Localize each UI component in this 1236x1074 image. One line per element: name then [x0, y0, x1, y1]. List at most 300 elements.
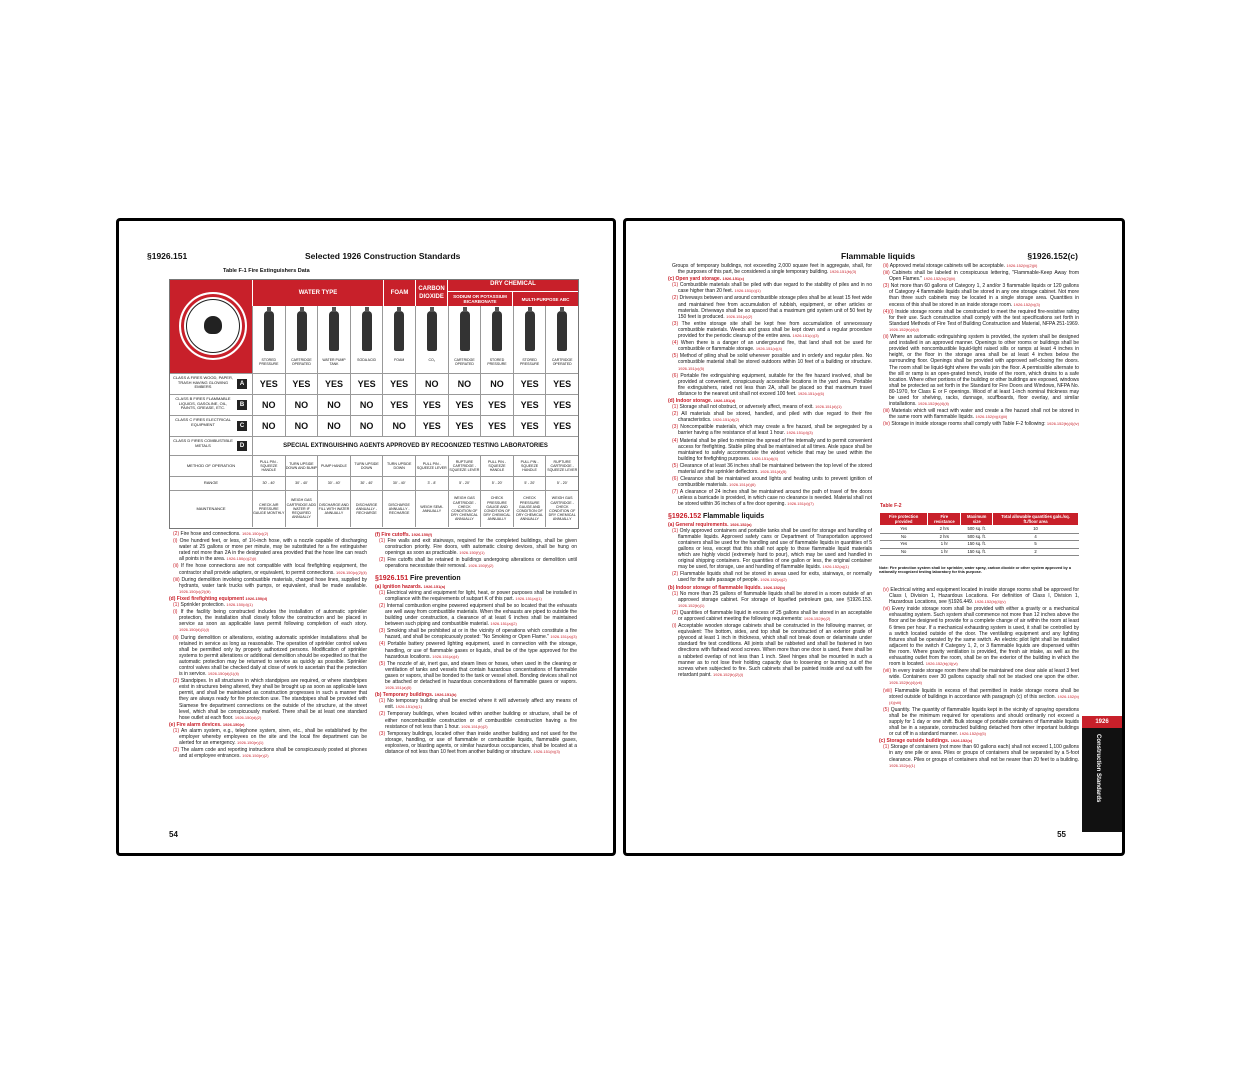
methods-cell — [285, 455, 318, 476]
paragraph — [379, 538, 577, 557]
class-cell — [382, 373, 415, 394]
paragraph-label: (1) — [672, 527, 679, 534]
left-header-section: §1926.151 — [147, 251, 188, 261]
paragraph-text: Storage shall not obstruct, or adversely affect, means of exit. — [679, 404, 814, 411]
paragraph — [883, 334, 1080, 408]
maintenance-value: WEIGH SEMI-ANNUALLY — [420, 504, 444, 513]
maintenance-row-label: MAINTENANCE — [170, 490, 252, 527]
paragraph — [672, 623, 872, 678]
paragraph-label: (i) — [173, 609, 178, 616]
class-cell — [513, 394, 546, 415]
subgroup-multipurpose: MULTI-PURPOSE ABC — [512, 291, 578, 306]
class-row-label-text: CLASS B FIRES FLAMMABLE LIQUIDS, GASOLINE, OIL, PAINTS, GREASE, ETC. — [175, 396, 231, 411]
class-cell — [285, 373, 318, 394]
paragraph-label: (ii) — [173, 563, 179, 570]
paragraph-ref: 1926.152(b)(2)(i) — [713, 671, 744, 677]
paragraph-text: During demolition involving combustible materials, charged hose lines, supplied by hydrants, water tank trucks with pumps, or equivalent, shall be made available. — [179, 576, 368, 589]
paragraph-ref: 1926.152(b)(4)(vi) — [925, 661, 958, 667]
paragraph-ref: 1926.151(c)(2) — [726, 313, 753, 319]
paragraph — [173, 634, 368, 678]
paragraph-label: (5) — [672, 462, 679, 469]
paragraph-text: Standpipes. In all structures in which standpipes are required, or where standpipes exist in structures being altered, they shall be brought up as soon as applicable laws permit, and shall be maintained as construction progresses in such a manner that they are always ready for fire protection use. The standpipes shall be provided with Siamese fire department connections on the outside of the structure, at the street level, which shall be conspicuously marked. There shall be at least one standard hose outlet at each floor. — [179, 678, 368, 721]
paragraph-text: Cabinets shall be labeled in conspicuous lettering, "Flammable-Keep Away from Open Flames." — [889, 270, 1080, 283]
class-cell-value: YES — [455, 400, 474, 410]
maintenance-cell — [415, 490, 448, 527]
paragraph — [672, 462, 872, 475]
paragraph-text: Clearance shall be maintained around lights and heating units to prevent ignition of combustible materials. — [678, 476, 872, 489]
paragraph-ref: 1926.152(b)(4)(ii) — [917, 401, 949, 407]
paragraph-text: Every inside storage room shall be provided with either a gravity or a mechanical exhausting system. Such system shall commence not more than 12 inches above the floor and be designed to provide for a complete change of air within the room at least 6 times per hour. If a mechanical exhausting system is used, it shall be controlled by a switch located outside of the door. The ventilating equipment and any lighting fixtures shall be operated by the same switch. An electric pilot light shall be installed adjacent to the switch if Category 1, 2, or 3 flammable liquids are dispensed within the room. Where gravity ventilation is provided, the fresh air intake, as well as the exhausting outlet from the room, shall be on the exterior of the building in which the room is located. — [889, 606, 1080, 668]
table-f2-cell: 10 — [993, 526, 1079, 534]
paragraph-ref: 1926.150(c)(2)(iii) — [179, 588, 211, 594]
paragraph-ref: 1926.151(c)(5) — [678, 365, 705, 371]
paragraph-label: (2) — [379, 602, 386, 609]
paragraph — [379, 660, 577, 691]
paragraph — [672, 372, 873, 397]
paragraph-label: (6) — [672, 476, 679, 483]
paragraph-ref: 1926.150(d)(1)(ii) — [207, 671, 239, 677]
paragraph-label: (iii) — [883, 270, 890, 277]
paragraph-ref: 1926.152(a)(2) — [760, 577, 787, 583]
paragraph-label: (2) — [173, 678, 180, 685]
paragraph-text: Materials which will react with water and create a fire hazard shall not be stored in the same room with flammable liquids. — [889, 408, 1079, 421]
class-d-label — [170, 436, 252, 455]
paragraph-ref: 1926.150(c)(2)(ii) — [336, 569, 367, 575]
table-f1-title: Table F-1 Fire Extinguishers Data — [223, 268, 310, 274]
methods-value: TURN UPSIDE DOWN — [387, 461, 412, 470]
paragraph — [672, 282, 872, 295]
paragraph-label: (1) — [379, 538, 386, 545]
right-column-2 — [879, 263, 1079, 428]
table-f2-cell: 2 hrs — [928, 526, 961, 534]
paragraph-label: (v) — [883, 587, 889, 593]
paragraph-ref: 1926.151(b)(3) — [533, 749, 560, 754]
maintenance-value: WEIGH GAS CARTRIDGE ADD WATER IF REQUIRED ANNUALLY — [286, 498, 317, 520]
subsection-title: (e) Fire alarm devices. — [169, 721, 222, 728]
left-column-1 — [169, 531, 367, 760]
paragraph — [173, 609, 367, 633]
class-cell — [448, 415, 481, 436]
paragraph-label: (6) — [672, 372, 679, 379]
paragraph-text: Temporary buildings, located other than inside another building and not used for the storage, handling, or use of flammable or combustible liquids, flammable gases, explosives, or blasting agents, or similar hazardous occupancies, shall be located at a distance of not less than 10 feet from another building or structure. — [385, 730, 577, 755]
class-cell-value: NO — [327, 421, 341, 431]
methods-cell — [480, 455, 513, 476]
paragraph-ref: 1926.152(c)(1) — [889, 762, 916, 768]
subsection-title: (a) Ignition hazards. — [375, 583, 423, 590]
table-f2-cell: 5 — [993, 541, 1079, 549]
right-column-1 — [668, 263, 872, 679]
paragraph — [173, 538, 367, 563]
maintenance-value: DISCHARGE ANNUALLY - RECHARGE — [355, 502, 378, 516]
ranges-value: 30' - 40' — [392, 481, 406, 486]
ranges-value: 5' - 20' — [491, 481, 503, 486]
class-d-special-agents: SPECIAL EXTINGUISHING AGENTS APPROVED BY RECOGNIZED TESTING LABORATORIES — [252, 436, 578, 455]
extinguisher-cell — [285, 306, 318, 373]
paragraph-ref: 1926.151(d)(4) — [751, 455, 779, 461]
paragraph-label: (1) — [672, 282, 679, 289]
ranges-cell — [448, 476, 481, 490]
class-row-label-text: CLASS C FIRES ELECTRICAL EQUIPMENT — [175, 417, 231, 427]
class-c-icon: C — [237, 421, 247, 431]
ranges-value: 30' - 40' — [327, 481, 341, 486]
paragraph-label: (4)(i) — [883, 308, 894, 315]
paragraph-ref: 1926.152(b)(4)(iv) — [1046, 421, 1079, 427]
paragraph-text: When there is a danger of an underground fire, that land shall not be used for combustible or flammable storage. — [678, 340, 873, 353]
paragraph-label: (vi) — [883, 606, 890, 613]
paragraph-label: (ii) — [883, 334, 889, 341]
paragraph-text: Temporary buildings, when located within another building or structure, shall be of either noncombustible construction or of combustible construction having a fire resistance of not less than 1 hour. — [385, 711, 577, 730]
maintenance-cell — [480, 490, 513, 527]
ranges-value: 5' - 20' — [524, 481, 535, 486]
paragraph-text: The entire storage site shall be kept free from accumulation of unnecessary combustible materials. Weeds and grass shall be kept down and a regular procedure provided for the periodic cleanup of the entire area. — [678, 320, 872, 340]
extinguisher-caption: CARTRIDGE OPERATED — [551, 358, 573, 366]
paragraph-text: Noncompatible materials, which may create a fire hazard, shall be segregated by a barrier having a fire resistance of at least 1 hour. — [678, 424, 872, 437]
maintenance-cell — [513, 490, 546, 527]
table-f2-cell: 150 sq. ft. — [961, 541, 993, 549]
methods-cell — [252, 455, 285, 476]
table-f2-row — [880, 541, 1079, 549]
paragraph-ref: 1926.152(b)(1) — [678, 602, 705, 608]
ranges-cell — [252, 476, 285, 490]
subsection-ref: 1926.151(c) — [722, 276, 745, 282]
paragraph — [672, 527, 872, 571]
paragraph-text: Sprinkler protection. — [180, 602, 225, 609]
extinguisher-icon — [492, 311, 502, 351]
maintenance-value: WEIGH GAS CARTRIDGE - CHECK CONDITION OF DRY CHEMICAL ANNUALLY — [450, 496, 478, 522]
class-cell — [448, 394, 481, 415]
table-f2-note: Note: Fire protection system shall be sprinkler, water spray, carbon dioxide or other system approved by a nationally recognized testing laboratory for this purpose. — [879, 566, 1071, 575]
methods-cell — [382, 455, 415, 476]
extinguisher-cell — [415, 306, 448, 373]
methods-value: TURN UPSIDE DOWN — [354, 461, 379, 470]
subsection-ref: 1926.150(d) — [245, 595, 268, 601]
methods-row-label: METHOD OF OPERATION — [170, 455, 252, 476]
paragraph-text: Smoking shall be prohibited at or in the vicinity of operations which constitute a fire hazard, and shall be conspicuously posted: "No Smoking or Open Flame." — [385, 628, 577, 641]
subsection-title: (f) Fire cutoffs. — [375, 532, 410, 538]
left-column-2 — [375, 531, 577, 756]
table-f2-header: Total allowable quantities gals./sq. ft./floor area — [993, 513, 1079, 526]
paragraph-label: (7) — [672, 489, 679, 496]
paragraph-ref: 1926.150(d)(1) — [226, 602, 253, 608]
class-cell — [415, 415, 448, 436]
class-cell-value: YES — [324, 379, 343, 389]
class-cell-value: YES — [292, 379, 311, 389]
paragraph — [883, 283, 1080, 308]
paragraph — [173, 563, 368, 576]
table-f2-cell: 2 — [993, 548, 1079, 556]
paragraph-ref: 1926.151(d)(7) — [787, 501, 814, 507]
paragraph-ref: 1926.151(b)(2) — [461, 723, 488, 729]
paragraph-label: (ii) — [883, 263, 889, 269]
maintenance-value: CHECK PRESSURE GAUGE AND CONDITION OF DRY CHEMICAL ANNUALLY — [516, 496, 544, 522]
maintenance-cell — [350, 490, 383, 527]
paragraph-text: Where an automatic extinguishing system is provided, the system shall be designed and installed in an approved manner. Openings to other rooms or buildings shall be provided with noncombustible liquid-tight raised sills or ramps at least 4 inches in height, or the floor in the storage area shall be at least 4 inches below the surrounding floor. Openings shall be provided with approved self-closing fire doors. The room shall be liquid-tight where the walls join the floor. A permissible alternate to the sill or ramp is an open-grated trench, inside of the room, which drains to a safe location. Where other portions of the building or other buildings are exposed, windows shall be protected as set forth in the Standard for Fire Doors and Windows, NFPA No. 80-1970, for Class E or F openings. Wood of at least 1-inch nominal thickness may be used for shelving, racks, dunnage, scuffboards, floor overlay, and similar installations. — [889, 334, 1080, 408]
paragraph-ref: 1926.151(a)(4) — [432, 653, 459, 659]
class-cell-value: YES — [259, 379, 278, 389]
paragraph-ref: 1926.150(e)(2) — [242, 753, 269, 759]
paragraph-ref: 1926.152(b)(4)(i) — [889, 326, 920, 332]
subsection-title: (c) Open yard storage. — [668, 276, 722, 283]
methods-value: RUPTURE CARTRIDGE - SQUEEZE LEVER — [547, 459, 578, 473]
paragraph-ref: 1926.150(e)(1) — [237, 740, 264, 746]
table-f2-cell: 1 hr — [928, 548, 961, 556]
paragraph-ref: 1926.151(a)(2) — [490, 621, 517, 627]
class-cell — [350, 394, 383, 415]
class-cell — [382, 415, 415, 436]
right-header-section: §1926.152(c) — [1027, 251, 1078, 261]
methods-cell — [415, 455, 448, 476]
paragraph-label: (5) — [379, 660, 386, 667]
section-heading — [668, 512, 872, 521]
class-cell-value: NO — [359, 421, 374, 431]
class-cell — [545, 373, 578, 394]
paragraph-label: (5) — [883, 706, 890, 713]
paragraph-ref: 1926.151(b)(3) — [829, 269, 857, 275]
subsection-ref: 1926.151(b) — [434, 692, 457, 698]
table-f2-cell: No — [880, 548, 928, 556]
paragraph-text: Driveways between and around combustible storage piles shall be at least 15 feet wide and maintained free from accumulation of rubbish, equipment, or other articles or materials. Driveways shall be so spaced that a maximum grid system unit of 50 feet by 150 feet is produced. — [678, 295, 872, 320]
section-number: §1926.152 — [668, 512, 702, 520]
paragraph-text: In every inside storage room there shall be maintained one clear aisle at least 3 feet wide. Containers over 30 gallons capacity shall not be stacked one upon the other. — [889, 668, 1079, 681]
paragraph-ref: 1926.151(d)(6) — [729, 482, 756, 488]
extinguisher-caption: WATER PUMP TANK — [322, 358, 346, 366]
extinguisher-caption: SODA ACID — [357, 358, 377, 362]
class-a-icon: A — [237, 379, 247, 389]
paragraph-ref: 1926.151(b)(1) — [395, 704, 423, 710]
paragraph — [173, 678, 368, 721]
maintenance-cell — [252, 490, 285, 527]
paragraph-ref: 1926.152(a)(1) — [822, 564, 849, 570]
paragraph-ref: 1926.150(c)(2)(i) — [226, 556, 257, 562]
paragraph-ref: 1926.150(f)(1) — [459, 550, 485, 556]
paragraph-label: (i) — [672, 623, 677, 630]
section-title: Fire prevention — [410, 574, 461, 582]
extinguisher-caption: STORED PRESSURE — [519, 358, 540, 366]
class-cell — [448, 373, 481, 394]
paragraph-ref: 1926.150(c)(2) — [241, 531, 269, 536]
class-cell-value: YES — [422, 400, 441, 410]
class-cell — [317, 415, 350, 436]
paragraph — [379, 698, 578, 711]
paragraph — [672, 424, 872, 437]
class-cell-value: NO — [457, 379, 472, 389]
side-tab — [1082, 716, 1122, 832]
paragraph-label: (1) — [173, 727, 180, 734]
subsection-ref: 1926.151(a) — [423, 583, 446, 589]
paragraph-label: (1) — [883, 744, 890, 751]
paragraph-text: Acceptable wooden storage cabinets shall be constructed in the following manner, or equivalent: The bottom, sides, and top shall be constructed of an exterior grade of plywood at least 1 inch in thickness, which shall not break down or delaminate under standard fire test conditions. All joints shall be rabbeted and shall be fastened in two directions with flathead wood screws. When more than one door is used, there shall be a rabbeted overlap of not less than 1 inch. Steel hinges shall be mounted in such a manner as to not lose their holding capacity due to loosening or burning out of the screws when subjected to fire. Such cabinets shall be painted inside and out with fire retardant paint. — [678, 623, 872, 678]
paragraph-text: Groups of temporary buildings, not exceeding 2,000 square feet in aggregate, shall, for the purposes of this part, be considered a single temporary building. — [672, 263, 872, 276]
extinguisher-icon — [264, 311, 274, 351]
ranges-value: 5' - 20' — [556, 481, 568, 486]
class-cell-value: YES — [487, 421, 506, 431]
extinguisher-cell — [350, 306, 383, 373]
paragraph-text: Method of piling shall be solid wherever possible and in orderly and regular piles. No combustible material shall be stored outdoors within 10 feet of a building or structure. — [678, 353, 873, 366]
methods-cell — [545, 455, 578, 476]
class-cell — [285, 415, 318, 436]
paragraph-ref: 1926.151(a)(1) — [515, 595, 542, 601]
extinguisher-icon — [460, 311, 470, 351]
paragraph-text: Internal combustion engine powered equipment shall be so located that the exhausts are well away from combustible materials. When the exhausts are piped to outside the building under construction, a clearance of at least 6 inches shall be maintained between such piping and combustible material. — [385, 602, 578, 628]
table-f2-cell: 500 sq. ft. — [961, 526, 993, 534]
paragraph — [883, 668, 1079, 686]
table-f2-cell: 1 hr — [928, 541, 961, 549]
table-f2-header: Fire protection provided — [880, 513, 928, 526]
paragraph-label: (4) — [672, 340, 679, 347]
paragraph — [379, 602, 578, 628]
paragraph-text: Approved metal storage cabinets will be acceptable. — [889, 263, 1006, 269]
paragraph-ref: 1926.152(b)(2) — [803, 615, 831, 621]
paragraph-ref: 1926.151(c)(3) — [792, 333, 819, 339]
paragraph — [883, 421, 1079, 428]
ranges-row-label: RANGE — [170, 476, 252, 490]
paragraph-label: (2) — [672, 295, 679, 302]
seal-cell — [170, 280, 252, 373]
class-cell-value: YES — [455, 421, 474, 431]
paragraph-label: (iii) — [883, 408, 890, 415]
paragraph-text: No temporary building shall be erected where it will adversely affect any means of exit. — [385, 698, 578, 711]
methods-value: RUPTURE CARTRIDGE - SQUEEZE LEVER — [449, 459, 480, 473]
extinguisher-cell — [382, 306, 415, 373]
paragraph-text: Flammable liquids shall not be stored in areas used for exits, stairways, or normally used for the safe passage of people. — [678, 571, 872, 584]
paragraph-ref: 1926.150(d)(2) — [234, 714, 262, 720]
class-cell-value: YES — [422, 421, 441, 431]
methods-value: PUMP HANDLE — [321, 463, 347, 468]
table-f2-cell: No — [880, 533, 928, 541]
paragraph-label: (2) — [379, 557, 386, 564]
class-cell-value: YES — [553, 421, 572, 431]
paragraph-text: Portable fire extinguishing equipment, suitable for the fire hazard involved, shall be provided at convenient, conspicuously accessible locations in the yard area. Portable fire extinguishers, rated not less than 2A, shall be placed so that maximum travel distance to the nearest unit shall not exceed 100 feet. — [678, 372, 873, 397]
ranges-value: 5' - 20' — [459, 481, 470, 486]
extinguisher-caption: CARTRIDGE OPERATED — [291, 358, 312, 366]
paragraph-label: (ii) — [173, 634, 179, 641]
table-f2-row — [880, 548, 1079, 556]
section-heading — [375, 574, 577, 583]
side-tab-number: 1926 — [1082, 716, 1122, 728]
class-cell — [415, 394, 448, 415]
paragraph-text: Quantity. The quantity of flammable liquids kept in the vicinity of spraying operations shall be the minimum required for operations and should ordinarily not exceed a supply for 1 day or one shift. Bulk storage of portable containers of flammable liquids shall be in a separate, constructed building detached from other important buildings or cut off in a standard manner. — [889, 706, 1080, 738]
paragraph — [883, 687, 1080, 706]
paragraph-label: (3) — [379, 628, 386, 635]
class-cell — [545, 415, 578, 436]
maintenance-cell — [382, 490, 415, 527]
paragraph — [173, 576, 368, 595]
paragraph — [173, 727, 367, 747]
paragraph — [883, 270, 1080, 283]
paragraph — [672, 411, 872, 424]
class-cell-value: NO — [359, 400, 374, 410]
right-column-2-lower — [879, 587, 1079, 770]
paragraph-ref: 1926.150(f)(2) — [468, 563, 494, 569]
subsection-ref: 1926.152(c) — [950, 738, 973, 744]
class-cell-value: NO — [294, 400, 309, 410]
ranges-value: 30' - 40' — [295, 481, 308, 486]
extinguisher-icon — [297, 311, 307, 351]
paragraph-text: Material shall be piled to minimize the spread of fire internally and to permit convenient access for firefighting. Stable piling shall be maintained at all times. Aisle space shall be maintained to safely accommodate the widest vehicle that may be used within the building for firefighting purposes. — [678, 437, 872, 462]
table-f2-title: Table F-2 — [880, 503, 902, 509]
class-cell — [252, 394, 285, 415]
paragraph-text: The alarm code and reporting instructions shall be conspicuously posted at phones and at employee entrances. — [179, 747, 367, 760]
paragraph-text: Clearance of at least 36 inches shall be maintained between the top level of the stored material and the sprinkler deflectors. — [678, 462, 872, 475]
table-f2-cell: 500 sq. ft. — [961, 533, 993, 541]
maintenance-cell — [448, 490, 481, 527]
table-f2-row — [880, 533, 1079, 541]
paragraph — [883, 706, 1080, 738]
extinguisher-caption: STORED PRESSURE — [259, 358, 279, 366]
methods-cell — [448, 455, 481, 476]
paragraph — [672, 404, 872, 411]
paragraph-text: Fire cutoffs shall be retained in buildings undergoing alterations or demolition until operations necessitate their removal. — [385, 557, 577, 570]
class-b-icon: B — [237, 400, 247, 410]
class-row-label — [170, 415, 252, 436]
ranges-cell — [382, 476, 415, 490]
paragraph — [672, 353, 873, 371]
right-header-title: Flammable liquids — [841, 251, 916, 261]
subsection-ref: 1926.152(a) — [729, 521, 752, 527]
maintenance-value: CHECK AIR PRESSURE GAUGE MONTHLY — [253, 502, 285, 516]
extinguisher-cell — [545, 306, 578, 373]
methods-value: PULL PIN - SQUEEZE HANDLE — [259, 459, 278, 473]
paragraph — [379, 589, 578, 602]
paragraph-ref: 1926.151(d)(5) — [759, 469, 787, 474]
class-row-label-text: CLASS A FIRES WOOD, PAPER, TRASH HAVING GLOWING EMBERS — [173, 375, 233, 390]
class-cell — [252, 373, 285, 394]
subsection-title: (c) Storage outside buildings. — [879, 738, 950, 745]
department-of-labor-seal — [179, 292, 247, 360]
class-cell-value: YES — [520, 421, 539, 431]
extinguisher-caption: FOAM — [394, 358, 405, 362]
paragraph-label: (2) — [173, 531, 180, 537]
class-cell-value: YES — [520, 400, 539, 410]
extinguisher-cell — [480, 306, 513, 373]
class-cell — [382, 394, 415, 415]
paragraph — [173, 602, 367, 609]
extinguisher-icon — [525, 311, 535, 351]
extinguisher-icon — [394, 311, 404, 351]
paragraph — [379, 557, 577, 570]
extinguisher-cell — [317, 306, 350, 373]
paragraph-text: Flammable liquids in excess of that permitted in inside storage rooms shall be stored outside of buildings in accordance with paragraph (c) of this section. — [889, 687, 1080, 700]
ranges-value: 30' - 40' — [262, 481, 276, 486]
maintenance-value: WEIGH GAS CARTRIDGE - CHECK CONDITION OF DRY CHEMICAL ANNUALLY — [548, 496, 576, 522]
paragraph — [379, 628, 577, 641]
paragraph — [883, 263, 1079, 269]
paragraph-label: (i) — [173, 538, 178, 545]
table-f2-cell: Yes — [880, 541, 928, 549]
paragraph-label: (5) — [672, 353, 679, 360]
paragraph-ref: 1926.150(d)(1)(i) — [179, 627, 210, 633]
paragraph — [883, 408, 1079, 421]
class-cell — [480, 373, 513, 394]
class-cell — [513, 373, 546, 394]
class-cell — [317, 373, 350, 394]
extinguisher-cell — [252, 306, 285, 373]
paragraph-ref: 1926.152(b)(4)(vii) — [889, 680, 922, 686]
paragraph-ref: 1926.151(a)(5) — [385, 685, 412, 691]
maintenance-value: DISCHARGE ANNUALLY - RECHARGE — [388, 502, 410, 516]
paragraph — [379, 711, 577, 730]
ranges-cell — [513, 476, 546, 490]
methods-cell — [350, 455, 383, 476]
paragraph — [883, 744, 1079, 768]
ranges-cell — [317, 476, 350, 490]
left-page — [116, 218, 616, 856]
paragraph — [672, 571, 872, 584]
paragraph — [672, 489, 872, 508]
paragraph — [379, 730, 577, 755]
class-cell-value: YES — [390, 400, 409, 410]
paragraph-ref: 1926.151(c)(6) — [797, 390, 825, 396]
